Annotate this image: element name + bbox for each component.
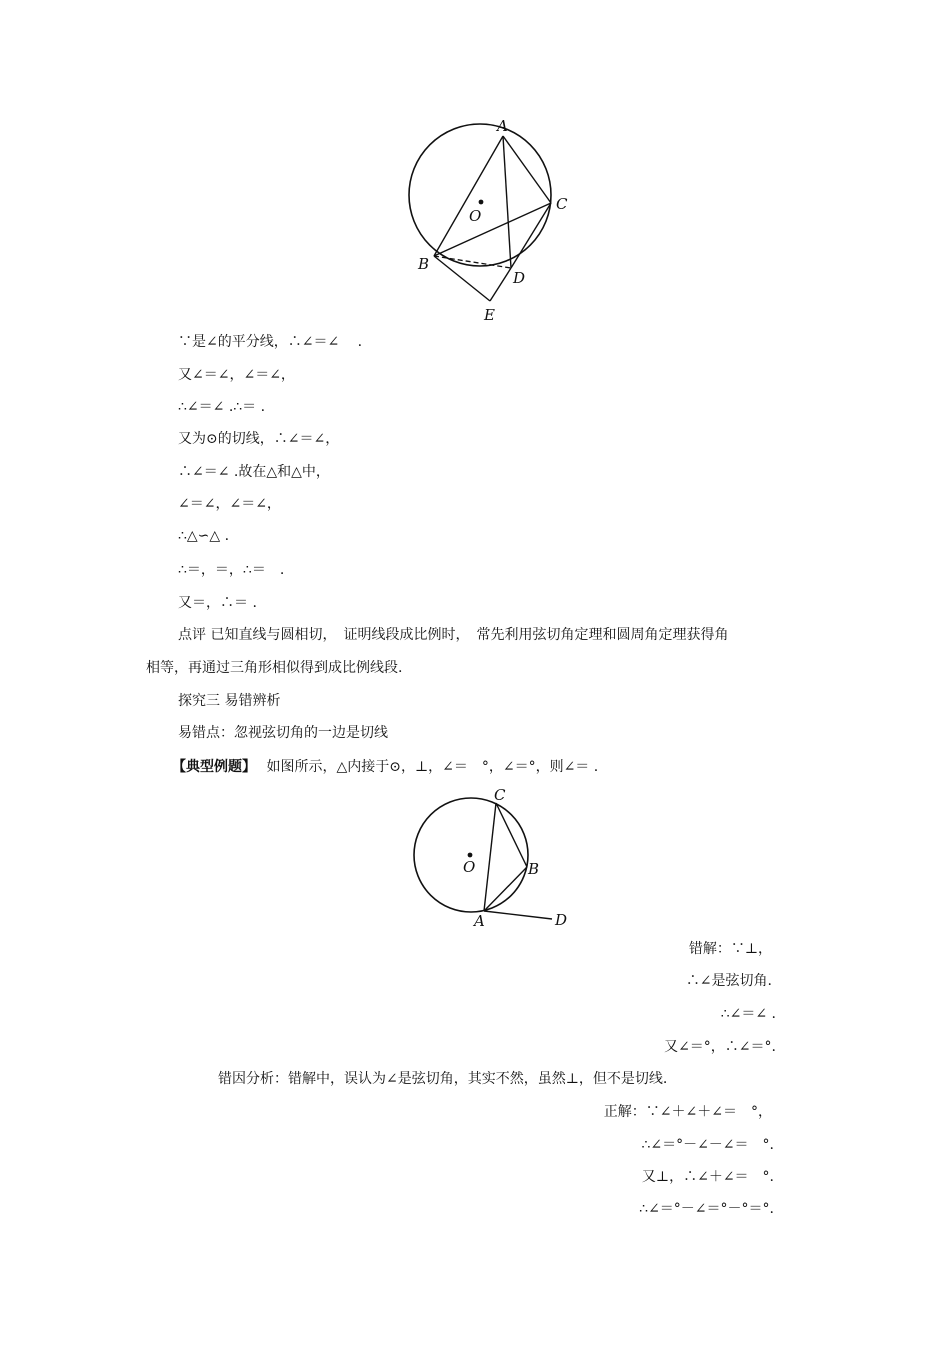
error-analysis: 错因分析：错解中，误认为∠是弦切角，其实不然，虽然⊥，但不是切线. (218, 1071, 668, 1087)
label-a: A (497, 117, 508, 135)
segment-be (434, 256, 490, 301)
example-line (172, 758, 598, 776)
proof-line-9: 又＝，∴＝ . (178, 595, 257, 611)
error-point: 易错点：忽视弦切角的一边是切线 (178, 725, 388, 741)
wrong-solution-line-4: 又∠＝°，∴∠＝°. (664, 1039, 776, 1055)
center-dot (468, 853, 473, 858)
label-d: D (555, 911, 568, 929)
label-o: O (463, 858, 476, 876)
label-b: B (528, 860, 540, 878)
correct-solution-line-2: ∴∠＝°－∠－∠＝ °. (641, 1137, 774, 1153)
proof-line-8: ∴＝，＝，∴＝ . (178, 562, 285, 578)
segment-ac (503, 136, 551, 203)
segment-cb (496, 803, 527, 867)
figure-circle-tangent (400, 112, 580, 327)
label-b: B (418, 255, 430, 273)
proof-line-6: ∠＝∠，∠＝∠， (178, 496, 281, 512)
segment-bc (434, 203, 551, 256)
center-dot (479, 200, 484, 205)
proof-line-7: ∴△∽△ . (178, 528, 230, 544)
correct-solution-line-3: 又⊥，∴∠＋∠＝ °. (641, 1169, 774, 1185)
proof-line-2: 又∠＝∠，∠＝∠， (178, 367, 295, 383)
example-label: 【典型例题】 (172, 759, 256, 775)
label-c: C (494, 786, 506, 804)
figure-inscribed-triangle (408, 784, 573, 932)
label-d: D (513, 269, 526, 287)
wrong-solution-line-2: ∴∠是弦切角. (685, 973, 772, 989)
segment-de (490, 268, 511, 301)
proof-line-1: ∵是∠的平分线，∴∠＝∠ . (178, 334, 363, 350)
proof-line-4: 又为⊙的切线，∴∠＝∠， (178, 431, 340, 447)
segment-ac (484, 803, 496, 911)
correct-solution-line-4: ∴∠＝°－∠＝°－°＝°. (639, 1201, 774, 1217)
segment-ad (484, 911, 552, 919)
wrong-solution-line-3: ∴∠＝∠ . (720, 1006, 776, 1022)
segment-ab (484, 867, 527, 911)
proof-line-3: ∴∠＝∠ .∴＝ . (178, 399, 266, 415)
comment-line-2: 相等，再通过三角形相似得到成比例线段. (146, 660, 403, 676)
segment-ad (503, 136, 511, 268)
label-o: O (469, 207, 482, 225)
label-a: A (474, 912, 485, 930)
comment-line-1: 点评 已知直线与圆相切， 证明线段成比例时， 常先利用弦切角定理和圆周角定理获得角 (178, 627, 729, 643)
correct-solution-line-1: 正解：∵∠＋∠＋∠＝ °， (603, 1104, 772, 1120)
example-text: 如图所示，△内接于⊙，⊥，∠＝ °，∠＝°，则∠＝ . (266, 759, 599, 775)
label-e: E (484, 306, 495, 324)
circle-o (409, 124, 551, 266)
section-3-title: 探究三 易错辨析 (178, 693, 281, 709)
wrong-solution-line-1: 错解：∵⊥， (688, 941, 772, 957)
segment-ab (434, 136, 503, 256)
label-c: C (556, 195, 568, 213)
proof-line-5: ∴∠＝∠ .故在△和△中， (178, 464, 330, 480)
